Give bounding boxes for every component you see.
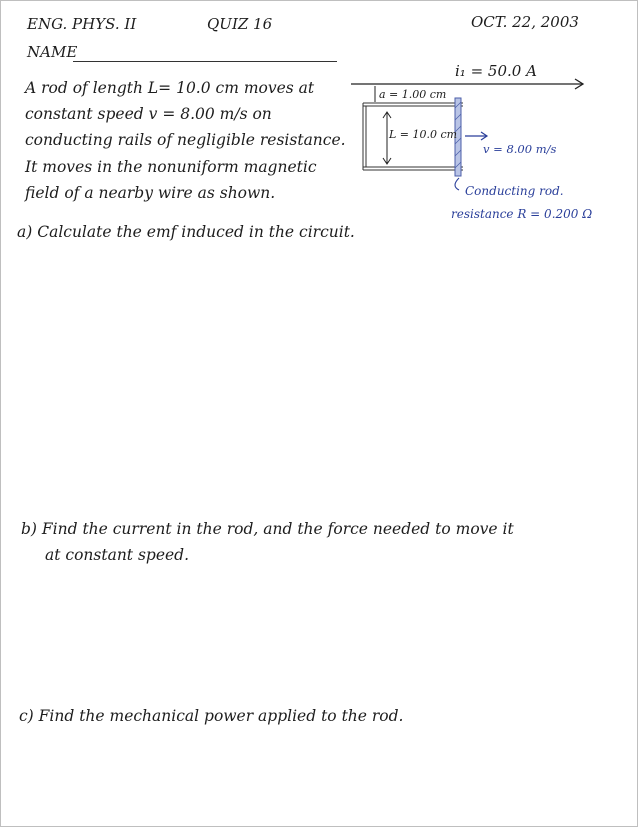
current-label: i₁ = 50.0 A <box>455 62 537 80</box>
quiz-title: QUIZ 16 <box>207 15 273 33</box>
rails-diagram <box>341 56 638 241</box>
resistance-label: resistance R = 0.200 Ω <box>451 207 593 221</box>
gap-label: a = 1.00 cm <box>379 88 447 101</box>
answer-area-b[interactable] <box>41 576 601 696</box>
quiz-date: OCT. 22, 2003 <box>471 13 579 31</box>
question-c: c) Find the mechanical power applied to the rod. <box>19 707 404 725</box>
course-title: ENG. PHYS. II <box>27 15 137 33</box>
problem-line-5: field of a nearby wire as shown. <box>25 184 276 202</box>
answer-area-a[interactable] <box>41 251 601 511</box>
length-label: L = 10.0 cm <box>389 128 458 141</box>
question-b-line-1: b) Find the current in the rod, and the force needed to move it <box>21 520 514 538</box>
name-blank-line[interactable] <box>73 61 337 62</box>
question-b-line-2: at constant speed. <box>45 546 190 564</box>
speed-label: v = 8.00 m/s <box>483 142 557 156</box>
problem-line-3: conducting rails of negligible resistance. <box>25 131 346 149</box>
problem-line-1: A rod of length L= 10.0 cm moves at <box>25 79 315 97</box>
answer-area-c[interactable] <box>41 736 601 816</box>
rod-note: Conducting rod. <box>465 184 564 198</box>
problem-line-4: It moves in the nonuniform magnetic <box>25 158 317 176</box>
problem-line-2: constant speed v = 8.00 m/s on <box>25 105 272 123</box>
question-a: a) Calculate the emf induced in the circuit. <box>17 223 355 241</box>
name-label: NAME <box>27 43 78 61</box>
